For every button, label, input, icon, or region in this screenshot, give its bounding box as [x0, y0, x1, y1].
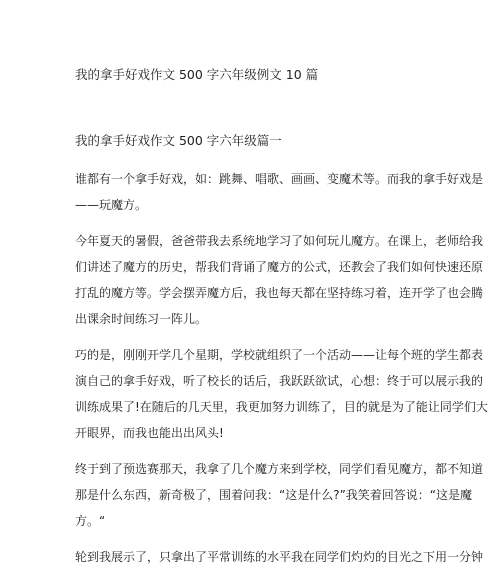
document-body: [75, 166, 488, 580]
paragraph: [75, 166, 484, 218]
text-line: 开眼界，而我也能出出风头!: [75, 426, 224, 440]
document-title: 我的拿手好戏作文 500 字六年级例文 10 篇: [75, 67, 319, 82]
paragraph: [75, 544, 484, 570]
paragraph: [75, 456, 484, 534]
section-title: 我的拿手好戏作文 500 字六年级篇一: [75, 133, 282, 148]
text-line: 们讲述了魔方的历史，帮我们背诵了魔方的公式，还教会了我们如何快速还原: [75, 260, 484, 274]
text-line: ——玩魔方。: [75, 198, 148, 212]
text-line: 打乱的魔方等。学会摆弄魔方后，我也每天都在坚持练习着，连开学了也会腾: [75, 286, 484, 300]
text-line: 今年夏天的暑假，爸爸带我去系统地学习了如何玩儿魔方。在课上，老师给我: [75, 234, 484, 248]
text-line: 谁都有一个拿手好戏，如：跳舞、唱歌、画画、变魔术等。而我的拿手好戏是: [75, 172, 484, 186]
text-line: 训练成果了!在随后的几天里，我更加努力训练了，目的就是为了能让同学们大: [75, 400, 488, 414]
text-line: 方。“: [75, 514, 106, 528]
text-line: 那是什么东西，新奇极了，围着问我：“这是什么?”我笑着回答说：“这是魔: [75, 488, 473, 502]
text-line: 终于到了预选赛那天，我拿了几个魔方来到学校，同学们看见魔方，都不知道: [75, 462, 484, 476]
paragraph: [75, 342, 488, 446]
text-line: 巧的是，刚刚开学几个星期，学校就组织了一个活动——让每个班的学生都表: [75, 348, 484, 362]
paragraph: [75, 228, 484, 332]
text-line: 出课余时间练习一阵儿。: [75, 312, 208, 326]
text-line: 演自己的拿手好戏，听了校长的话后，我跃跃欲试，心想：终于可以展示我的: [75, 374, 484, 388]
text-line: 轮到我展示了，只拿出了平常训练的水平我在同学们灼灼的目光之下用一分钟: [75, 550, 484, 564]
